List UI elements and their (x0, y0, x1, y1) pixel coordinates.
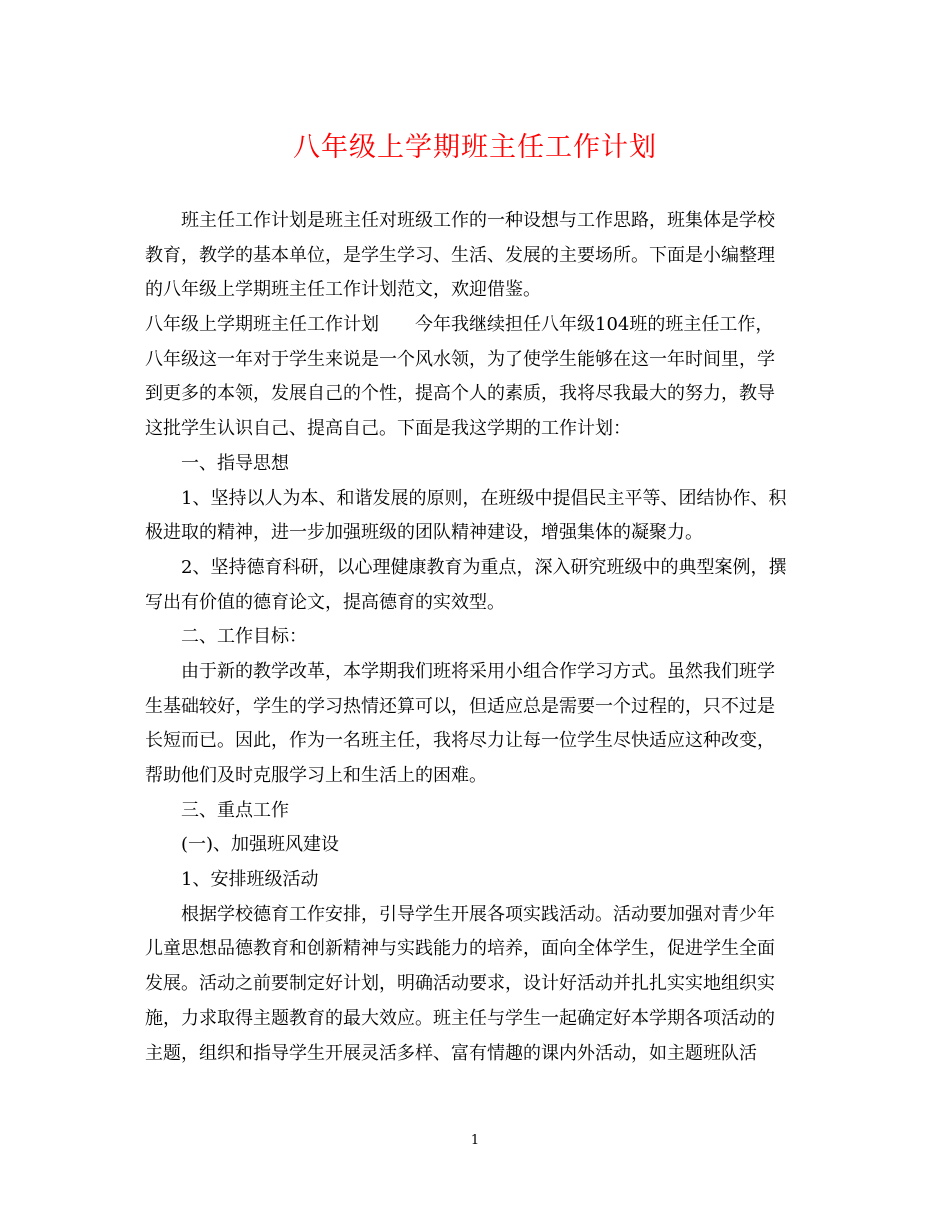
body-line: 长短而已。因此，作为一名班主任，我将尽力让每一位学生尽快适应这种改变， (145, 730, 775, 752)
body-line: 写出有价值的德育论文，提高德育的实效型。 (145, 591, 505, 613)
body-line: 班主任工作计划是班主任对班级工作的一种设想与工作思路，班集体是学校 (181, 210, 775, 231)
body-line: 1、安排班级活动 (181, 869, 319, 891)
body-line: 1、坚持以人为本、和谐发展的原则，在班级中提倡民主平等、团结协作、积 (181, 487, 787, 509)
body-line: 发展。活动之前要制定好计划，明确活动要求，设计好活动并扎扎实实地组织实 (145, 973, 775, 995)
body-line: 八年级上学期班主任工作计划 今年我继续担任八年级104班的班主任工作， (145, 314, 774, 336)
body-line: 到更多的本领，发展自己的个性，提高个人的素质，我将尽我最大的努力，教导 (145, 383, 775, 405)
document-title: 八年级上学期班主任工作计划 (293, 132, 657, 163)
document-body (145, 204, 811, 1071)
page-number: 1 (470, 1133, 480, 1148)
body-line: 2、坚持德育科研，以心理健康教育为重点，深入研究班级中的典型案例，撰 (181, 556, 787, 578)
body-line: 教育，教学的基本单位，是学生学习、生活、发展的主要场所。下面是小编整理 (145, 244, 775, 266)
body-line: 主题，组织和指导学生开展灵活多样、富有情趣的课内外活动，如主题班队活 (145, 1042, 757, 1064)
body-line: 帮助他们及时克服学习上和生活上的困难。 (145, 765, 487, 786)
body-line: 的八年级上学期班主任工作计划范文，欢迎借鉴。 (145, 279, 541, 301)
body-line: 根据学校德育工作安排，引导学生开展各项实践活动。活动要加强对青少年 (181, 903, 775, 925)
body-line: 由于新的教学改革，本学期我们班将采用小组合作学习方式。虽然我们班学 (181, 660, 775, 682)
body-line: 极进取的精神，进一步加强班级的团队精神建设，增强集体的凝聚力。 (145, 522, 703, 544)
body-line: 施，力求取得主题教育的最大效应。班主任与学生一起确定好本学期各项活动的 (145, 1007, 775, 1029)
body-line: 这批学生认识自己、提高自己。下面是我这学期的工作计划： (145, 418, 631, 440)
body-line: 一、指导思想 (181, 452, 289, 474)
body-line: 八年级这一年对于学生来说是一个风水领，为了使学生能够在这一年时间里，学 (145, 348, 775, 370)
body-line: (一)、加强班风建设 (181, 834, 340, 856)
body-line: 生基础较好，学生的学习热情还算可以，但适应总是需要一个过程的，只不过是 (145, 695, 775, 717)
body-line: 二、工作目标： (181, 626, 307, 648)
body-line: 三、重点工作 (181, 799, 289, 821)
body-line: 儿童思想品德教育和创新精神与实践能力的培养，面向全体学生，促进学生全面 (145, 938, 775, 960)
